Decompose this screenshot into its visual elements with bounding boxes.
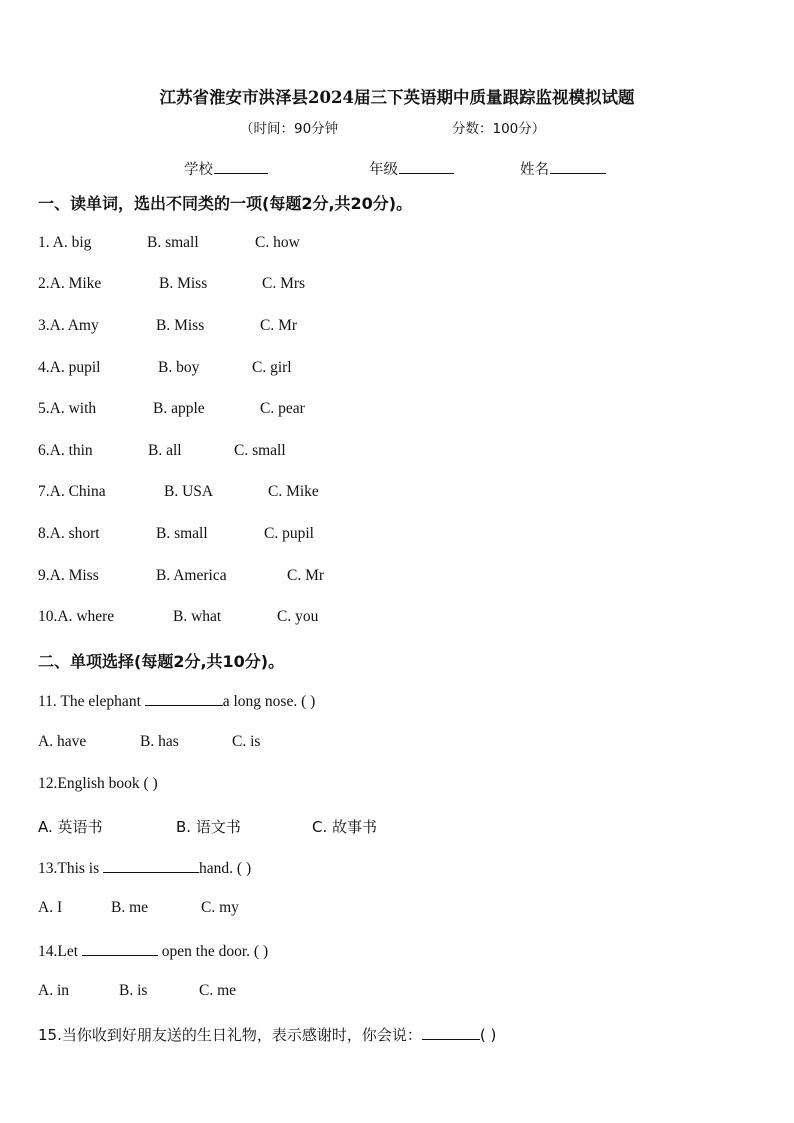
option-b: B. has <box>140 733 179 750</box>
question-option-a: 3.A. Amy <box>38 317 99 334</box>
question-option-a: 8.A. short <box>38 525 100 542</box>
question-13-text: 13.This is <box>38 860 104 877</box>
question-option-c: C. Mr <box>287 567 325 584</box>
question-option-c: C. how <box>255 234 300 251</box>
question-option-a: 9.A. Miss <box>38 567 99 584</box>
question-option-b: B. Miss <box>159 275 208 292</box>
question-13-text-end: hand. ( ) <box>199 860 252 877</box>
option-c: C. me <box>199 982 237 999</box>
question-option-c: C. you <box>277 608 319 625</box>
question-option-c: C. Mr <box>260 317 298 334</box>
question-14 <box>38 941 268 961</box>
option-b: B. is <box>119 982 148 999</box>
question-13 <box>38 858 251 878</box>
question-option-b: B. boy <box>158 359 200 376</box>
exam-time: （时间：90分钟 <box>240 121 339 137</box>
question-15-text: 15.当你收到好朋友送的生日礼物，表示感谢时，你会说： <box>38 1026 422 1044</box>
option-c: C. my <box>201 899 239 916</box>
exam-score: 分数：100分） <box>452 121 546 137</box>
section1-heading: 一、读单词，选出不同类的一项(每题2分,共20分)。 <box>38 194 413 213</box>
question-14-text: 14.Let <box>38 943 82 960</box>
page-title: 江苏省淮安市洪泽县2024届三下英语期中质量跟踪监视模拟试题 <box>159 88 635 107</box>
question-option-b: B. USA <box>164 483 214 500</box>
question-11 <box>38 691 315 711</box>
question-option-b: B. Miss <box>156 317 205 334</box>
question-11-text: 11. The elephant <box>38 693 145 710</box>
grade-blank[interactable] <box>399 172 454 174</box>
question-option-c: C. girl <box>252 359 292 376</box>
question-11-text-end: a long nose. ( ) <box>222 693 316 710</box>
question-option-a: 1. A. big <box>38 234 92 251</box>
question-option-b: B. apple <box>153 400 205 417</box>
question-option-b: B. small <box>156 525 208 542</box>
question-option-b: B. America <box>156 567 227 584</box>
question-15 <box>38 1024 496 1045</box>
section2-heading: 二、单项选择(每题2分,共10分)。 <box>38 652 285 671</box>
option-a: A. I <box>38 899 63 916</box>
school-blank[interactable] <box>214 172 268 174</box>
question-option-c: C. pear <box>260 400 305 417</box>
option-a: A. have <box>38 733 87 750</box>
option-a: A. 英语书 <box>38 818 103 836</box>
question-15-text-end: ( ) <box>479 1026 497 1044</box>
question-option-c: C. pupil <box>264 525 314 542</box>
question-option-b: B. what <box>173 608 222 625</box>
question-option-a: 2.A. Mike <box>38 275 102 292</box>
question-12: 12.English book ( ) <box>38 775 158 792</box>
name-field[interactable] <box>520 158 606 179</box>
option-c: C. 故事书 <box>312 818 378 836</box>
answer-blank[interactable] <box>103 858 199 873</box>
name-label: 姓名 <box>520 162 549 178</box>
option-c: C. is <box>232 733 261 750</box>
answer-blank[interactable] <box>422 1025 480 1040</box>
question-option-c: C. small <box>234 442 286 459</box>
grade-field[interactable] <box>369 158 454 179</box>
option-b: B. me <box>111 899 149 916</box>
grade-label: 年级 <box>369 162 398 178</box>
question-option-c: C. Mike <box>268 483 319 500</box>
question-option-a: 10.A. where <box>38 608 115 625</box>
school-label: 学校 <box>184 162 213 178</box>
question-option-b: B. small <box>147 234 199 251</box>
name-blank[interactable] <box>550 172 606 174</box>
question-option-a: 7.A. China <box>38 483 106 500</box>
question-14-text-end: open the door. ( ) <box>157 943 269 960</box>
question-option-a: 5.A. with <box>38 400 97 417</box>
question-option-b: B. all <box>148 442 182 459</box>
question-option-a: 4.A. pupil <box>38 359 101 376</box>
question-option-a: 6.A. thin <box>38 442 93 459</box>
answer-blank[interactable] <box>82 941 158 956</box>
answer-blank[interactable] <box>145 691 223 706</box>
option-b: B. 语文书 <box>176 818 241 836</box>
school-field[interactable] <box>184 158 268 179</box>
question-option-c: C. Mrs <box>262 275 306 292</box>
option-a: A. in <box>38 982 69 999</box>
